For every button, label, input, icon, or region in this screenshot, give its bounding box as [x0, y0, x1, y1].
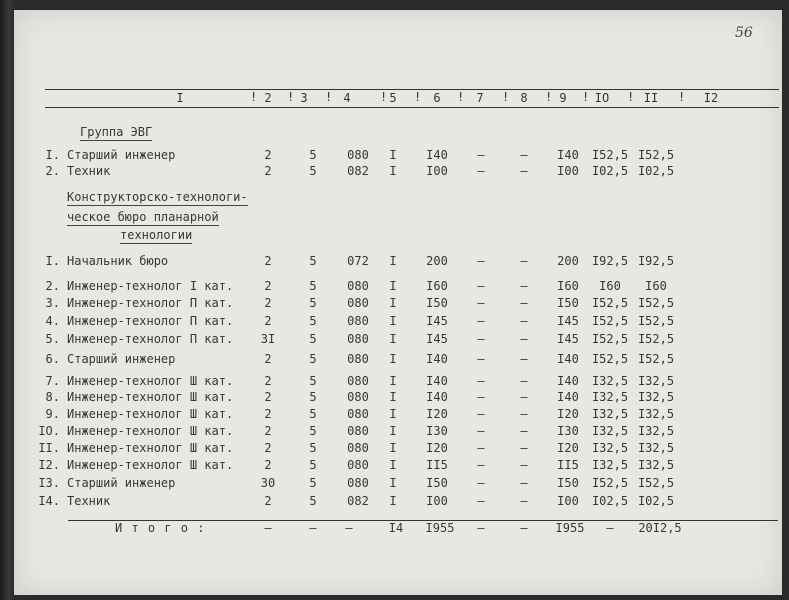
cell-c4: 080	[347, 441, 369, 455]
column-header-2: 2	[264, 91, 272, 105]
cell-c5: I	[389, 407, 397, 421]
row-number: 3.	[45, 296, 60, 310]
cell-c11: I92,5	[637, 254, 675, 268]
row-number: 8.	[45, 390, 60, 404]
cell-c5: I	[389, 148, 397, 162]
cell-c9: I00	[557, 494, 579, 508]
table-row	[0, 458, 789, 474]
cell-c10: I60	[599, 279, 621, 293]
cell-c7: –	[477, 441, 485, 455]
cell-c8: –	[520, 424, 528, 438]
total-c4: –	[345, 521, 353, 535]
cell-c10: I02,5	[591, 164, 629, 178]
position-name: Инженер-технолог Ш кат.	[67, 458, 234, 472]
column-header-7: 7	[476, 91, 484, 105]
column-separator: !	[380, 90, 388, 104]
position-name: Инженер-технолог П кат.	[67, 314, 234, 328]
table-row	[0, 424, 789, 440]
cell-c10: I52,5	[591, 296, 629, 310]
column-separator: !	[502, 90, 510, 104]
cell-c5: I	[389, 374, 397, 388]
position-name: Инженер-технолог I кат.	[67, 279, 234, 293]
cell-c8: –	[520, 458, 528, 472]
cell-c10: I92,5	[591, 254, 629, 268]
column-header-9: 9	[559, 91, 567, 105]
header-top-rule	[45, 89, 779, 90]
column-separator: !	[545, 90, 553, 104]
column-separator: !	[678, 90, 686, 104]
row-number: 2.	[45, 279, 60, 293]
total-c9: I955	[555, 521, 585, 535]
cell-c5: I	[389, 164, 397, 178]
cell-c9: I30	[557, 424, 579, 438]
total-c3: –	[309, 521, 317, 535]
total-c11: 20I2,5	[638, 521, 682, 535]
cell-c6: I40	[426, 352, 448, 366]
cell-c10: I32,5	[591, 424, 629, 438]
column-header-3: 3	[300, 91, 308, 105]
cell-c10: I52,5	[591, 148, 629, 162]
cell-c3: 5	[309, 279, 317, 293]
total-c5: I4	[388, 521, 404, 535]
cell-c3: 5	[309, 390, 317, 404]
column-separator: !	[627, 90, 635, 104]
cell-c6: 200	[426, 254, 448, 268]
cell-c4: 080	[347, 296, 369, 310]
cell-c8: –	[520, 352, 528, 366]
row-number: 9.	[45, 407, 60, 421]
cell-c9: I45	[557, 332, 579, 346]
row-number: II.	[38, 441, 60, 455]
row-number: I2.	[38, 458, 60, 472]
position-name: Инженер-технолог П кат.	[67, 296, 234, 310]
cell-c3: 5	[309, 458, 317, 472]
cell-c10: I32,5	[591, 390, 629, 404]
cell-c4: 080	[347, 314, 369, 328]
column-header-4: 4	[343, 91, 351, 105]
cell-c8: –	[520, 332, 528, 346]
cell-c10: I32,5	[591, 407, 629, 421]
cell-c8: –	[520, 254, 528, 268]
row-number: I.	[45, 148, 60, 162]
page-number: 56	[735, 25, 753, 41]
cell-c10: I32,5	[591, 441, 629, 455]
cell-c6: I40	[426, 148, 448, 162]
column-header-5: 5	[389, 91, 397, 105]
cell-c2: 2	[264, 424, 272, 438]
cell-c7: –	[477, 458, 485, 472]
cell-c10: I32,5	[591, 374, 629, 388]
cell-c4: 082	[347, 164, 369, 178]
cell-c7: –	[477, 374, 485, 388]
cell-c7: –	[477, 279, 485, 293]
cell-c11: I02,5	[637, 164, 675, 178]
row-number: IO.	[38, 424, 60, 438]
cell-c9: I45	[557, 314, 579, 328]
cell-c9: I50	[557, 296, 579, 310]
table-row	[0, 296, 789, 312]
cell-c5: I	[389, 352, 397, 366]
cell-c11: I52,5	[637, 332, 675, 346]
header-bottom-rule	[45, 107, 779, 108]
cell-c4: 080	[347, 390, 369, 404]
cell-c4: 080	[347, 424, 369, 438]
column-header-1: I	[176, 91, 184, 105]
cell-c9: I40	[557, 390, 579, 404]
cell-c11: I52,5	[637, 296, 675, 310]
cell-c6: I45	[426, 332, 448, 346]
cell-c4: 080	[347, 352, 369, 366]
column-header-12: I2	[703, 91, 719, 105]
cell-c2: 2	[264, 458, 272, 472]
row-number: 7.	[45, 374, 60, 388]
cell-c3: 5	[309, 254, 317, 268]
table-row	[0, 494, 789, 510]
cell-c10: I52,5	[591, 476, 629, 490]
column-header-10: IO	[594, 91, 610, 105]
cell-c6: I30	[426, 424, 448, 438]
cell-c9: II5	[557, 458, 579, 472]
cell-c7: –	[477, 407, 485, 421]
cell-c6: I40	[426, 374, 448, 388]
cell-c2: 2	[264, 441, 272, 455]
column-separator: !	[287, 90, 295, 104]
cell-c5: I	[389, 332, 397, 346]
cell-c3: 5	[309, 441, 317, 455]
cell-c5: I	[389, 279, 397, 293]
cell-c9: I50	[557, 476, 579, 490]
cell-c7: –	[477, 148, 485, 162]
cell-c10: I32,5	[591, 458, 629, 472]
table-row	[0, 279, 789, 295]
cell-c2: 2	[264, 494, 272, 508]
cell-c5: I	[389, 390, 397, 404]
cell-c5: I	[389, 476, 397, 490]
cell-c8: –	[520, 494, 528, 508]
cell-c11: I32,5	[637, 390, 675, 404]
total-label: И т о г о :	[115, 521, 206, 535]
cell-c11: I52,5	[637, 148, 675, 162]
cell-c9: I40	[557, 148, 579, 162]
cell-c8: –	[520, 314, 528, 328]
cell-c6: I50	[426, 476, 448, 490]
cell-c3: 5	[309, 148, 317, 162]
cell-c7: –	[477, 476, 485, 490]
group-title-evg: Группа ЭВГ	[80, 125, 153, 139]
total-c10: –	[606, 521, 614, 535]
cell-c2: 2	[264, 279, 272, 293]
cell-c5: I	[389, 424, 397, 438]
table-row	[0, 148, 789, 164]
position-name: Старший инженер	[67, 352, 176, 366]
cell-c2: 3I	[260, 332, 276, 346]
position-name: Инженер-технолог Ш кат.	[67, 441, 234, 455]
cell-c7: –	[477, 314, 485, 328]
cell-c4: 080	[347, 148, 369, 162]
position-name: Техник	[67, 164, 111, 178]
total-c6: I955	[425, 521, 455, 535]
cell-c4: 080	[347, 458, 369, 472]
cell-c5: I	[389, 254, 397, 268]
cell-c2: 2	[264, 164, 272, 178]
cell-c7: –	[477, 332, 485, 346]
cell-c9: I40	[557, 374, 579, 388]
cell-c11: I60	[645, 279, 667, 293]
group2-title-line3: технологии	[120, 228, 193, 242]
position-name: Инженер-технолог Ш кат.	[67, 407, 234, 421]
table-row	[0, 407, 789, 423]
position-name: Старший инженер	[67, 476, 176, 490]
position-name: Техник	[67, 494, 111, 508]
column-separator: !	[250, 90, 258, 104]
cell-c2: 2	[264, 314, 272, 328]
cell-c3: 5	[309, 352, 317, 366]
cell-c3: 5	[309, 332, 317, 346]
cell-c5: I	[389, 296, 397, 310]
cell-c5: I	[389, 458, 397, 472]
cell-c10: I02,5	[591, 494, 629, 508]
position-name: Инженер-технолог Ш кат.	[67, 390, 234, 404]
row-number: I.	[45, 254, 60, 268]
total-c7: –	[477, 521, 485, 535]
column-header-6: 6	[433, 91, 441, 105]
cell-c4: 072	[347, 254, 369, 268]
cell-c7: –	[477, 390, 485, 404]
cell-c7: –	[477, 352, 485, 366]
column-separator: !	[582, 90, 590, 104]
table-row	[0, 164, 789, 180]
cell-c8: –	[520, 164, 528, 178]
cell-c6: I40	[426, 390, 448, 404]
cell-c11: I52,5	[637, 476, 675, 490]
cell-c9: I00	[557, 164, 579, 178]
cell-c11: I32,5	[637, 424, 675, 438]
cell-c6: I45	[426, 314, 448, 328]
cell-c7: –	[477, 296, 485, 310]
table-row	[0, 254, 789, 270]
cell-c6: II5	[426, 458, 448, 472]
cell-c9: I40	[557, 352, 579, 366]
cell-c3: 5	[309, 296, 317, 310]
cell-c5: I	[389, 314, 397, 328]
cell-c10: I52,5	[591, 352, 629, 366]
column-separator: !	[457, 90, 465, 104]
cell-c9: I60	[557, 279, 579, 293]
cell-c4: 080	[347, 476, 369, 490]
cell-c4: 080	[347, 407, 369, 421]
cell-c3: 5	[309, 164, 317, 178]
cell-c2: 2	[264, 254, 272, 268]
cell-c6: I60	[426, 279, 448, 293]
table-row	[0, 374, 789, 390]
cell-c11: I02,5	[637, 494, 675, 508]
cell-c3: 5	[309, 476, 317, 490]
row-number: 2.	[45, 164, 60, 178]
position-name: Инженер-технолог П кат.	[67, 332, 234, 346]
cell-c6: I20	[426, 441, 448, 455]
cell-c2: 30	[260, 476, 276, 490]
cell-c6: I00	[426, 494, 448, 508]
cell-c11: I52,5	[637, 314, 675, 328]
position-name: Начальник бюро	[67, 254, 169, 268]
row-number: 6.	[45, 352, 60, 366]
cell-c4: 082	[347, 494, 369, 508]
cell-c3: 5	[309, 494, 317, 508]
group2-title-line2: ческое бюро планарной	[67, 210, 219, 224]
cell-c9: I20	[557, 407, 579, 421]
cell-c9: 200	[557, 254, 579, 268]
cell-c10: I52,5	[591, 332, 629, 346]
position-name: Старший инженер	[67, 148, 176, 162]
cell-c6: I00	[426, 164, 448, 178]
row-number: I3.	[38, 476, 60, 490]
cell-c11: I32,5	[637, 441, 675, 455]
cell-c11: I52,5	[637, 352, 675, 366]
table-row	[0, 314, 789, 330]
cell-c4: 080	[347, 374, 369, 388]
cell-c7: –	[477, 254, 485, 268]
table-row	[0, 352, 789, 368]
cell-c3: 5	[309, 374, 317, 388]
row-number: 4.	[45, 314, 60, 328]
total-c8: –	[520, 521, 528, 535]
cell-c9: I20	[557, 441, 579, 455]
table-row	[0, 390, 789, 406]
cell-c8: –	[520, 296, 528, 310]
table-row	[0, 332, 789, 348]
cell-c10: I52,5	[591, 314, 629, 328]
cell-c4: 080	[347, 279, 369, 293]
row-number: I4.	[38, 494, 60, 508]
row-number: 5.	[45, 332, 60, 346]
cell-c11: I32,5	[637, 458, 675, 472]
cell-c3: 5	[309, 424, 317, 438]
cell-c7: –	[477, 164, 485, 178]
column-separator: !	[414, 90, 422, 104]
cell-c8: –	[520, 441, 528, 455]
cell-c4: 080	[347, 332, 369, 346]
cell-c7: –	[477, 494, 485, 508]
position-name: Инженер-технолог Ш кат.	[67, 374, 234, 388]
cell-c3: 5	[309, 407, 317, 421]
table-row	[0, 476, 789, 492]
group2-title-line1: Конструкторско-технологи-	[67, 190, 248, 204]
cell-c5: I	[389, 441, 397, 455]
cell-c8: –	[520, 148, 528, 162]
cell-c11: I32,5	[637, 407, 675, 421]
cell-c2: 2	[264, 374, 272, 388]
cell-c2: 2	[264, 352, 272, 366]
cell-c5: I	[389, 494, 397, 508]
cell-c2: 2	[264, 390, 272, 404]
cell-c2: 2	[264, 296, 272, 310]
cell-c8: –	[520, 476, 528, 490]
cell-c8: –	[520, 374, 528, 388]
column-separator: !	[325, 90, 333, 104]
position-name: Инженер-технолог Ш кат.	[67, 424, 234, 438]
cell-c8: –	[520, 279, 528, 293]
cell-c7: –	[477, 424, 485, 438]
cell-c2: 2	[264, 407, 272, 421]
cell-c11: I32,5	[637, 374, 675, 388]
cell-c8: –	[520, 390, 528, 404]
column-header-8: 8	[520, 91, 528, 105]
cell-c6: I20	[426, 407, 448, 421]
cell-c3: 5	[309, 314, 317, 328]
total-c2: –	[264, 521, 272, 535]
table-row	[0, 441, 789, 457]
cell-c2: 2	[264, 148, 272, 162]
column-header-11: II	[643, 91, 659, 105]
cell-c6: I50	[426, 296, 448, 310]
cell-c8: –	[520, 407, 528, 421]
